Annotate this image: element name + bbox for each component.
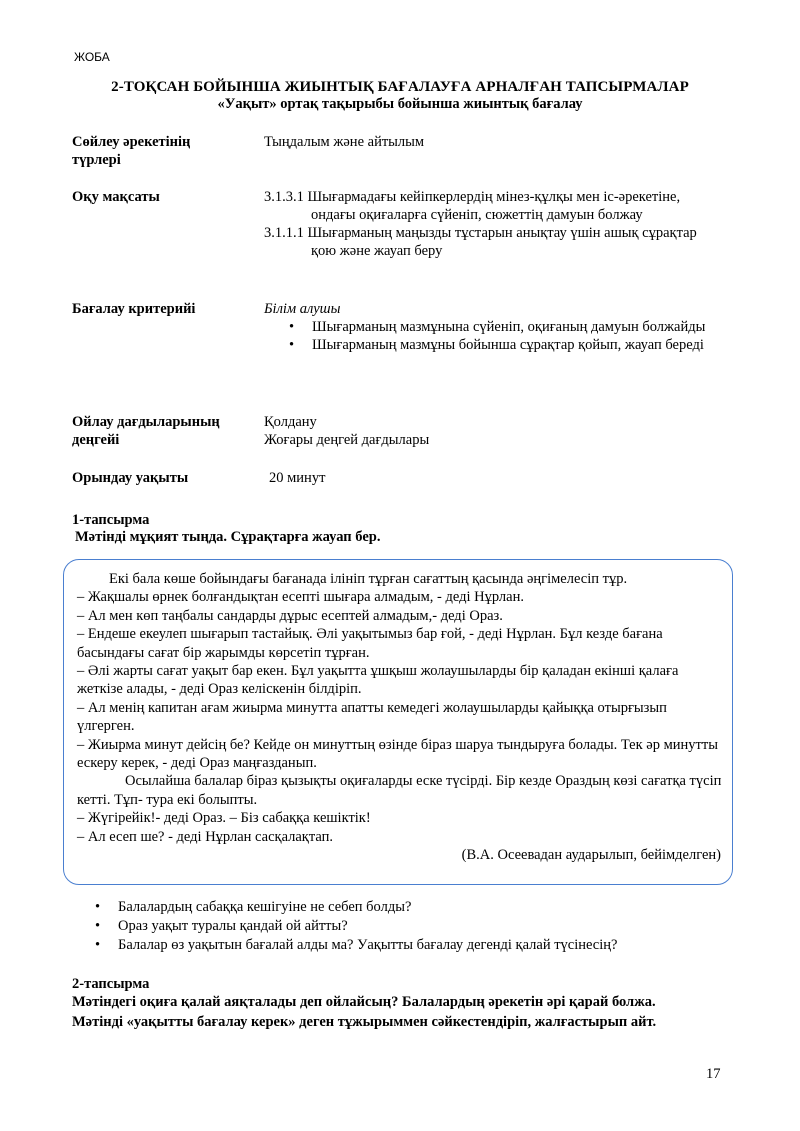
story-line: – Ендеше екеулеп шығарып тастайық. Әлі уақытымыз бар ғой, - деді Нұрлан. Бұл кезде бағана басындағы сағат бір жарымды көрсетіп тұрған. xyxy=(77,626,663,661)
criteria-item: • Шығарманың мазмұны бойынша сұрақтар қойып, жауап береді xyxy=(264,336,719,354)
criteria-values xyxy=(264,300,719,354)
story-line: Осылайша балалар біраз қызықты оқиғаларды еске түсірді. Бір кезде Ораздың көзі сағатқа түсіп кетті. Тұп- тура екі болыпты. xyxy=(77,773,722,808)
task1-instruction: Мәтінді мұқият тыңда. Сұрақтарға жауап бер. xyxy=(75,529,381,545)
page-subtitle: «Уақыт» ортақ тақырыбы бойынша жиынтық бағалау xyxy=(217,96,583,112)
activity-value: Тыңдалым және айтылым xyxy=(264,134,425,150)
criteria-item: • Шығарманың мазмұнына сүйеніп, оқиғаның дамуын болжайды xyxy=(264,318,719,336)
story-line: – Әлі жарты сағат уақыт бар екен. Бұл уақытта ұшқыш жолаушыларды бір қаладан екінші қалаға жеткізе алады, - деді Ораз келіскенін білдіріп. xyxy=(77,663,679,698)
time-label: Орындау уақыты xyxy=(72,470,189,486)
criteria-lead: Білім алушы xyxy=(264,301,341,317)
activity-label: Сөйлеу әрекетінің түрлері xyxy=(72,134,191,168)
story-line: – Жақшалы өрнек болғандықтан есепті шығара алмадым, - деді Нұрлан. xyxy=(77,589,524,606)
story-source: (В.А. Осеевадан аударылып, бейімделген) xyxy=(461,847,721,864)
story-text xyxy=(77,570,727,865)
question-list xyxy=(95,898,617,955)
story-line: – Ал менің капитан ағам жиырма минутта апатты кемедегі жолаушыларды қайыққа отырғызып үлгерген. xyxy=(77,699,667,735)
criteria-label: Бағалау критерийі xyxy=(72,301,196,317)
objective-label: Оқу мақсаты xyxy=(72,189,160,205)
thinking-label: Ойлау дағдыларының деңгейі xyxy=(72,414,220,448)
story-line: – Ал мен көп таңбалы сандарды дұрыс есептей алмадым,- деді Ораз. xyxy=(77,607,503,624)
thinking-values: Қолдану Жоғары деңгей дағдылары xyxy=(264,414,430,448)
task2-instruction: Мәтінді «уақытты бағалау керек» деген тұжырыммен сәйкестендіріп, жалғастырып айт. xyxy=(72,1014,657,1030)
task2-title: 2-тапсырма xyxy=(72,976,150,992)
draft-label: ЖОБА xyxy=(74,50,110,64)
story-line: Екі бала көше бойындағы бағанада ілініп тұрған сағаттың қасында әңгімелесіп тұр. xyxy=(109,571,628,587)
story-line: – Жиырма минут дейсің бе? Кейде он минуттың өзінде біраз шаруа тындыруға болады. Тек әр минутты ескеру керек, - деді Ораз маңғазданып. xyxy=(77,736,718,772)
story-line: – Ал есеп ше? - деді Нұрлан сасқалақтап. xyxy=(77,828,333,845)
question-item: • Ораз уақыт туралы қандай ой айтты? xyxy=(95,917,617,936)
objective-item: 3.1.1.1 Шығарманың маңызды тұстарын анықтау үшін ашық сұрақтар қою және жауап беру xyxy=(264,225,697,259)
time-value: 20 минут xyxy=(269,470,326,486)
page-number: 17 xyxy=(706,1066,721,1082)
question-item: • Балалардың сабаққа кешігуіне не себеп болды? xyxy=(95,898,617,917)
objective-item: 3.1.3.1 Шығармадағы кейіпкерлердің мінез-құлқы мен іс-әрекетіне, ондағы оқиғаларға сүйеніп, сюжеттің дамуын болжау xyxy=(264,189,681,223)
question-item: • Балалар өз уақытын бағалай алды ма? Уақытты бағалау дегенді қалай түсінесің? xyxy=(95,936,617,955)
criteria-list xyxy=(264,318,719,354)
story-line: – Жүгірейік!- деді Ораз. – Біз сабаққа кешіктік! xyxy=(77,810,371,827)
task2-instruction: Мәтіндегі оқиға қалай аяқталады деп ойлайсың? Балалардың әрекетін әрі қарай болжа. xyxy=(72,994,656,1010)
page-title: 2-ТОҚСАН БОЙЫНША ЖИЫНТЫҚ БАҒАЛАУҒА АРНАЛҒАН ТАПСЫРМАЛАР xyxy=(111,79,689,95)
task1-title: 1-тапсырма xyxy=(72,512,150,528)
objective-values xyxy=(264,188,719,260)
